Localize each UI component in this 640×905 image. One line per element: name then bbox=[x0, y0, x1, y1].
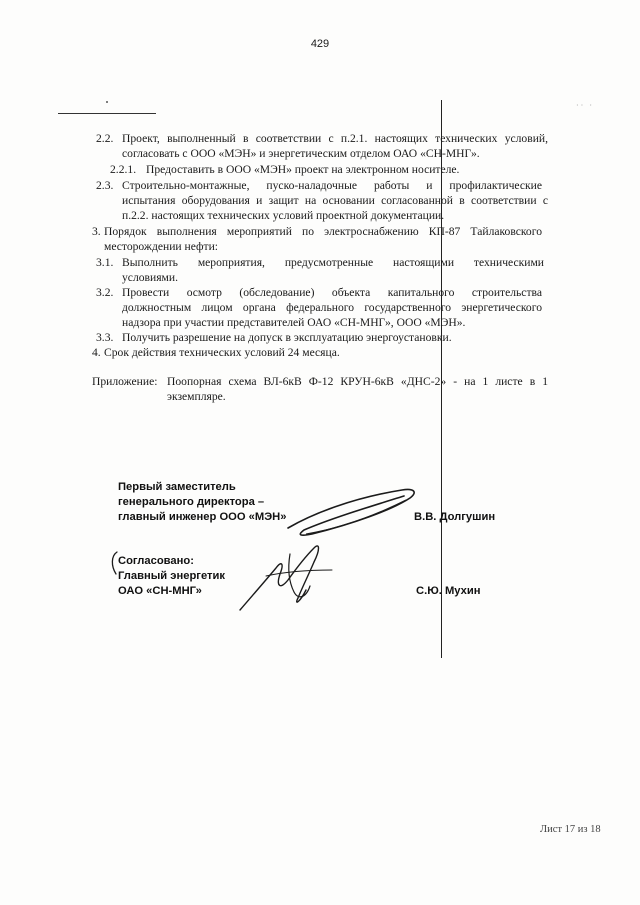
header-rule bbox=[58, 113, 156, 114]
item-3-2-line-3: надзора при участии представителей ОАО «СН-МНГ», ООО «МЭН». bbox=[122, 316, 466, 329]
item-3-1-number: 3.1. bbox=[96, 256, 114, 269]
appendix-label: Приложение: bbox=[92, 375, 158, 388]
item-3-line-2: месторождении нефти: bbox=[104, 240, 218, 253]
page-number: 429 bbox=[310, 38, 330, 50]
item-3-1-line-1: Выполнить мероприятия, предусмотренные настоящими техническими bbox=[122, 256, 544, 269]
item-2-2-1-number: 2.2.1. bbox=[110, 163, 137, 176]
item-2-3-line-1: Строительно-монтажные, пуско-наладочные работы и профилактические bbox=[122, 179, 542, 192]
item-2-2-number: 2.2. bbox=[96, 132, 114, 145]
appendix-line-1: Поопорная схема ВЛ-6кВ Ф-12 КРУН-6кВ «ДНС-2» - на 1 листе в 1 bbox=[167, 375, 548, 388]
signatory2-name: С.Ю. Мухин bbox=[416, 585, 481, 597]
signatory2-title-3: ОАО «СН-МНГ» bbox=[118, 585, 202, 597]
signatory2-title-1: Согласовано: bbox=[118, 555, 194, 567]
item-2-3-line-3: п.2.2. настоящих технических условий проектной документации. bbox=[122, 209, 445, 222]
item-3-line-1: Порядок выполнения мероприятий по электроснабжению КП-87 Тайлаковского bbox=[104, 225, 542, 238]
scan-speck bbox=[106, 101, 108, 103]
item-4-line-1: Срок действия технических условий 24 месяца. bbox=[104, 346, 340, 359]
item-2-2-line-1: Проект, выполненный в соответствии с п.2.1. настоящих технических условий, bbox=[122, 132, 548, 145]
signatory1-name: В.В. Долгушин bbox=[414, 511, 496, 523]
signatory1-title-1: Первый заместитель bbox=[118, 481, 236, 493]
item-3-2-number: 3.2. bbox=[96, 286, 114, 299]
item-3-2-line-2: должностным лицом органа федерального государственного энергетического bbox=[122, 301, 542, 314]
item-2-2-line-2: согласовать с ООО «МЭН» и энергетическим отделом ОАО «СН-МНГ». bbox=[122, 147, 480, 160]
item-3-number: 3. bbox=[92, 225, 101, 238]
signature-2 bbox=[236, 540, 340, 620]
scan-specks: ·· · bbox=[576, 101, 594, 110]
appendix-line-2: экземпляре. bbox=[167, 390, 226, 403]
item-4-number: 4. bbox=[92, 346, 101, 359]
item-3-3-number: 3.3. bbox=[96, 331, 114, 344]
signature-1 bbox=[282, 484, 430, 540]
item-3-3-line-1: Получить разрешение на допуск в эксплуатацию энергоустановки. bbox=[122, 331, 452, 344]
signatory2-title-2: Главный энергетик bbox=[118, 570, 225, 582]
item-3-2-line-1: Провести осмотр (обследование) объекта капитального строительства bbox=[122, 286, 542, 299]
signatory1-title-2: генерального директора – bbox=[118, 496, 265, 508]
signatory1-title-3: главный инженер ООО «МЭН» bbox=[118, 511, 287, 523]
bracket-mark bbox=[108, 550, 120, 576]
item-2-3-number: 2.3. bbox=[96, 179, 114, 192]
sheet-number: Лист 17 из 18 bbox=[540, 824, 601, 835]
item-3-1-line-2: условиями. bbox=[122, 271, 178, 284]
item-2-2-1-line-1: Предоставить в ООО «МЭН» проект на электронном носителе. bbox=[146, 163, 460, 176]
item-2-3-line-2: испытания оборудования и защит на основании согласованной в соответствии с bbox=[122, 194, 548, 207]
